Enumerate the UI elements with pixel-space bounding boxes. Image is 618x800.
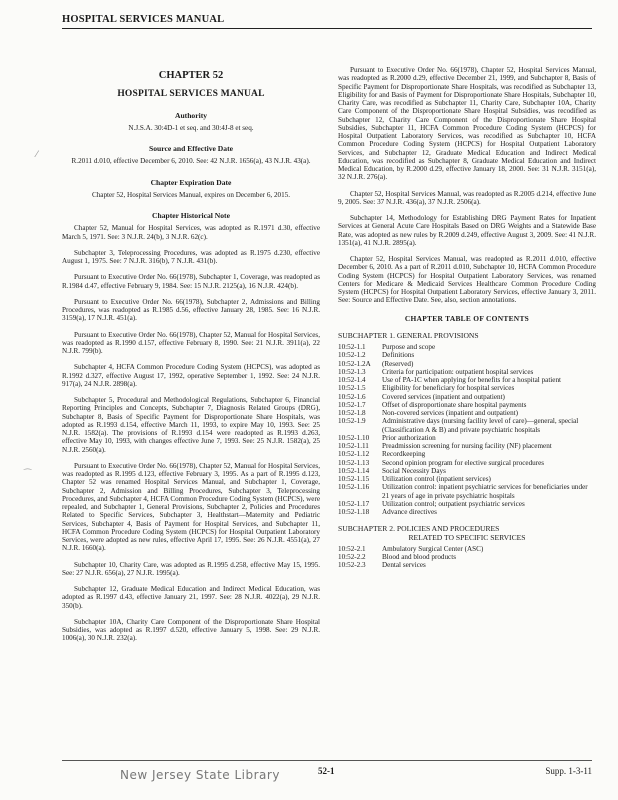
history-paragraph: Subchapter 10, Charity Care, was adopted as R.1995 d.258, effective May 15, 1995. See: 27 N.J.R. 656(a), 27 N.J.R. 1995(a). (62, 560, 320, 577)
history-paragraph: Pursuant to Executive Order No. 66(1978), Subchapter 1, Coverage, was readopted as R.1984 d.47, effective February 9, 1984. See: 15 N.J.R. 2125(a), 16 N.J.R. 424(b). (62, 273, 320, 290)
toc-entry (338, 500, 596, 508)
toc-section-title: Second opinion program for elective surgical procedures (382, 458, 545, 467)
toc-entry (338, 467, 596, 475)
toc-entry (338, 351, 596, 359)
toc-section-number: 10:52-1.6 (338, 392, 366, 401)
toc-section-number: 10:52-1.5 (338, 384, 366, 393)
toc-section-number: 10:52-1.2A (338, 359, 371, 368)
toc-section-title: Utilization control; outpatient psychiatric services (382, 499, 525, 508)
left-column (62, 64, 320, 643)
toc-section-title: Criteria for participation: outpatient hospital services (382, 367, 534, 376)
toc-section-number: 10:52-1.13 (338, 458, 370, 467)
footer-rule (62, 760, 592, 761)
history-paragraph: Chapter 52, Manual for Hospital Services, was adopted as R.1971 d.30, effective March 5, 1971. See: 3 N.J.R. 24(b), 3 N.J.R. 62(c). (62, 224, 320, 241)
toc-entry (338, 459, 596, 467)
history-paragraph: Subchapter 5, Procedural and Methodological Regulations, Subchapter 6, Financial Reporting Principles and Concepts, Subchapter 7, Diagnosis Related Groups (DRG), Subchapter 8, Basis of Specific Payment for Disproportionate Share Hospitals, was adopted as R.1993 d.154, effective March 11, 1993, to expire May 10, 1993. See: 25 N.J.R. 1582(a). The provisions of R.1993 d.154 were readopted as R.1993 d.263, effective May 10, 1993, with changes effective June 7, 1993. See: 25 N.J.R. 1582(a), 25 N.J.R. 2560(a). (62, 396, 320, 454)
history-paragraph: Subchapter 12, Graduate Medical Education and Indirect Medical Education, was adopted as R.1997 d.43, effective January 21, 1997. See: 28 N.J.R. 4022(a), 29 N.J.R. 350(b). (62, 585, 320, 610)
toc-entry (338, 545, 596, 553)
expiration-heading: Chapter Expiration Date (150, 177, 232, 187)
toc-section-title: Covered services (inpatient and outpatient) (382, 392, 505, 401)
toc-entry (338, 450, 596, 458)
toc-section-number: 10:52-1.11 (338, 442, 369, 450)
toc-section-number: 10:52-1.9 (338, 417, 366, 426)
expiration-text: Chapter 52, Hospital Services Manual, expires on December 6, 2015. (91, 190, 291, 199)
toc-entry (338, 343, 596, 351)
toc-section-title: Use of PA-1C when applying for benefits for a hospital patient (382, 376, 562, 384)
authority-text: N.J.S.A. 30:4D-1 et seq. and 30:4J-8 et seq. (128, 123, 254, 132)
toc-section-number: 10:52-2.2 (338, 553, 366, 561)
toc-section-number: 10:52-1.8 (338, 409, 366, 417)
toc-entry (338, 376, 596, 384)
header-rule (62, 28, 592, 29)
toc-section-number: 10:52-1.15 (338, 475, 370, 483)
toc-section-title: Dental services (382, 561, 426, 570)
history-paragraph: Pursuant to Executive Order No. 66(1978), Subchapter 2, Admissions and Billing Procedures, was readopted as R.1985 d.56, effective January 28, 1985. See: 16 N.J.R. 3159(a), 17 N.J.R. 451(a). (62, 297, 320, 323)
history-paragraph: Pursuant to Executive Order No. 66(1978), Chapter 52, Manual for Hospital Services, was readopted as R.1995 d.123, effective February 3, 1995. As a part of R.1995 d.123, Chapter 52 was renamed Hospital Services Manual, and Subchapter 1, Coverage, Subchapter 2, Admission and Billing Procedures, Subchapter 3, Teleprocessing Procedures, and Subchapter 4, HCFA Common Procedure Coding System (HCPCS), were repealed, and Subchapter 1, General Provisions, Subchapter 2, Policies and Procedures Related to Specific Services, Subchapter 3, Healthstart—Maternity and Pediatric Services, Subchapter 4, Basis of Payment for Hospital Services, and Subchapter 11, HCFA Common Procedure Coding System (HCPCS) for Hospital Outpatient Laboratory Services, were adopted as new rules, effective April 17, 1995. See: 26 N.J.R. 4551(a), 27 N.J.R. 1660(a). (62, 461, 320, 553)
toc-section-number: 10:52-1.18 (338, 508, 370, 516)
toc-section-title: Prior authorization (382, 433, 436, 442)
history-paragraph: Subchapter 4, HCFA Common Procedure Coding System (HCPCS), was adopted as R.1992 d.327, effective August 17, 1992, operative September 1, 1992. See: 24 N.J.R. 917(a), 24 N.J.R. 2898(a). (62, 363, 320, 388)
subchapter-1-heading: SUBCHAPTER 1. GENERAL PROVISIONS (338, 330, 479, 340)
library-stamp: New Jersey State Library (120, 768, 280, 782)
subchapter-2-toc (338, 545, 596, 570)
toc-section-title: Administrative days (nursing facility level of care)—general, special (Classification A & B) and private psychiatric hospitals (382, 417, 579, 434)
toc-section-title: Recordkeeping (382, 450, 426, 459)
history-paragraph: Chapter 52, Hospital Services Manual, was readopted as R.2005 d.214, effective June 9, 2005. See: 37 N.J.R. 436(a), 37 N.J.R. 2506(a). (338, 189, 596, 206)
page-number: 52-1 (318, 766, 335, 776)
toc-section-title: Eligibility for beneficiary for hospital services (382, 384, 515, 393)
running-head: HOSPITAL SERVICES MANUAL (62, 14, 225, 25)
subchapter-2-heading-line2: RELATED TO SPECIFIC SERVICES (408, 532, 526, 542)
toc-section-title: Social Necessity Days (382, 466, 446, 475)
toc-entry (338, 393, 596, 401)
chapter-title: HOSPITAL SERVICES MANUAL (117, 89, 265, 100)
toc-entry (338, 384, 596, 392)
toc-section-number: 10:52-1.12 (338, 450, 370, 459)
supplement-date: Supp. 1-3-11 (545, 766, 592, 776)
toc-section-title: (Reserved) (382, 359, 414, 368)
subchapter-2-heading-line1: SUBCHAPTER 2. POLICIES AND PROCEDURES (338, 524, 500, 534)
toc-section-title: Offset of disproportionate share hospital payments (382, 400, 527, 409)
toc-entry (338, 475, 596, 483)
history-paragraph: Chapter 52, Hospital Services Manual, was readopted as R.2011 d.010, effective December 6, 2010. As a part of R.2011 d.010, Subchapter 10, HCFA Common Procedure Coding System (HCPCS) for Hospital Outpatient Laboratory Services, was renamed Centers for Medicare & Medicaid Services Healthcare Common Procedure Coding System (HCPCS) for Hospital Outpatient Laboratory Services, effective January 3, 2011. See: Source and Effective Date. See, also, section annotations. (338, 255, 596, 305)
toc-section-number: 10:52-2.1 (338, 544, 366, 553)
toc-entry (338, 409, 596, 417)
toc-section-number: 10:52-1.17 (338, 499, 370, 508)
right-column (338, 66, 596, 570)
toc-section-number: 10:52-1.3 (338, 367, 366, 376)
history-paragraph: Subchapter 14, Methodology for Establishing DRG Payment Rates for Inpatient Services at General Acute Care Hospitals Based on DRG Weights and a Statewide Base Rate, was adopted as new rules by R.2009 d.249, effective August 3, 2009. See: 41 N.J.R. 1351(a), 41 N.J.R. 2895(a). (338, 214, 596, 247)
history-paragraph: Subchapter 10A, Charity Care Component of the Disproportionate Share Hospital Subsidies, was adopted as R.1997 d.520, effective January 5, 1998. See: 29 N.J.R. 1006(a), 30 N.J.R. 232(a). (62, 617, 320, 643)
chapter-number: CHAPTER 52 (158, 70, 224, 81)
toc-section-number: 10:52-2.3 (338, 561, 366, 570)
toc-entry (338, 508, 596, 516)
source-heading: Source and Effective Date (148, 144, 233, 153)
toc-section-title: Advance directives (382, 508, 437, 516)
toc-section-title: Non-covered services (inpatient and outpatient) (382, 409, 519, 417)
history-paragraph: Subchapter 3, Teleprocessing Procedures, was adopted as R.1975 d.230, effective August 1, 1975. See: 7 N.J.R. 316(b), 7 N.J.R. 431(b). (62, 248, 320, 265)
history-paragraph: Pursuant to Executive Order No. 66(1978), Chapter 52, Manual for Hospital Services, was readopted as R.1990 d.157, effective February 8, 1990. See: 21 N.J.R. 3911(a), 22 N.J.R. 799(b). (62, 330, 320, 355)
toc-section-title: Definitions (382, 351, 415, 360)
toc-section-title: Blood and blood products (382, 553, 456, 561)
toc-entry (338, 401, 596, 409)
toc-section-title: Utilization control (inpatient services) (382, 475, 491, 483)
toc-section-number: 10:52-1.16 (338, 483, 370, 492)
toc-entry (338, 442, 596, 450)
toc-section-number: 10:52-1.4 (338, 376, 366, 384)
source-text: R.2011 d.010, effective December 6, 2010. See: 42 N.J.R. 1656(a), 43 N.J.R. 43(a). (71, 157, 311, 166)
toc-section-number: 10:52-1.7 (338, 400, 366, 409)
toc-section-number: 10:52-1.10 (338, 433, 370, 442)
authority-heading: Authority (174, 110, 208, 120)
toc-entry (338, 360, 596, 368)
toc-entry (338, 434, 596, 442)
subchapter-1-toc (338, 343, 596, 516)
history-heading: Chapter Historical Note (152, 211, 230, 220)
toc-section-number: 10:52-1.1 (338, 343, 366, 351)
toc-section-title: Purpose and scope (382, 343, 436, 351)
toc-section-number: 10:52-1.14 (338, 466, 370, 475)
toc-entry (338, 368, 596, 376)
toc-entry (338, 483, 596, 500)
toc-section-number: 10:52-1.2 (338, 351, 366, 360)
toc-entry (338, 417, 596, 434)
toc-title: CHAPTER TABLE OF CONTENTS (404, 313, 530, 323)
toc-section-title: Ambulatory Surgical Center (ASC) (382, 544, 484, 553)
margin-mark: ⁀ (24, 470, 32, 480)
toc-entry (338, 561, 596, 569)
toc-section-title: Utilization control: inpatient psychiatric services for beneficiaries under 21 years of age in private psychiatric hospitals (382, 483, 588, 500)
history-paragraph: Pursuant to Executive Order No. 66(1978), Chapter 52, Hospital Services Manual, was readopted as R.2000 d.29, effective December 21, 1999, and Subchapter 8, Basis of Specific Payment for Disproportionate Share Hospitals, was recodified as Subchapter 13, Eligibility for and Basis of Payment for Disproportionate Share Hospitals, Subchapter 10, Charity Care, was recodified as Subchapter 11, Charity Care, Subchapter 10A, Charity Care Component of the Disproportionate Share Hospital Subsidies, was recodified as Subchapter 12, Charity Care Component of the Disproportionate Share Hospital Subsidies, Subchapter 11, HCFA Common Procedure Coding System (HCPCS) for Hospital Outpatient Laboratory Services, was recodified as Subchapter 10, HCFA Common Procedure Coding System (HCPCS) for Hospital Outpatient Laboratory Services, and Subchapter 12, Graduate Medical Education and Indirect Medical Education, was recodified as Subchapter 8, Graduate Medical Education and Indirect Medical Education, by R.2000 d.29, effective January 18, 2000. See: 31 N.J.R. 3151(a), 32 N.J.R. 276(a). (338, 66, 596, 182)
toc-entry (338, 553, 596, 561)
toc-section-title: Preadmission screening for nursing facility (NF) placement (382, 442, 552, 450)
margin-mark: ⁄ (36, 150, 38, 160)
